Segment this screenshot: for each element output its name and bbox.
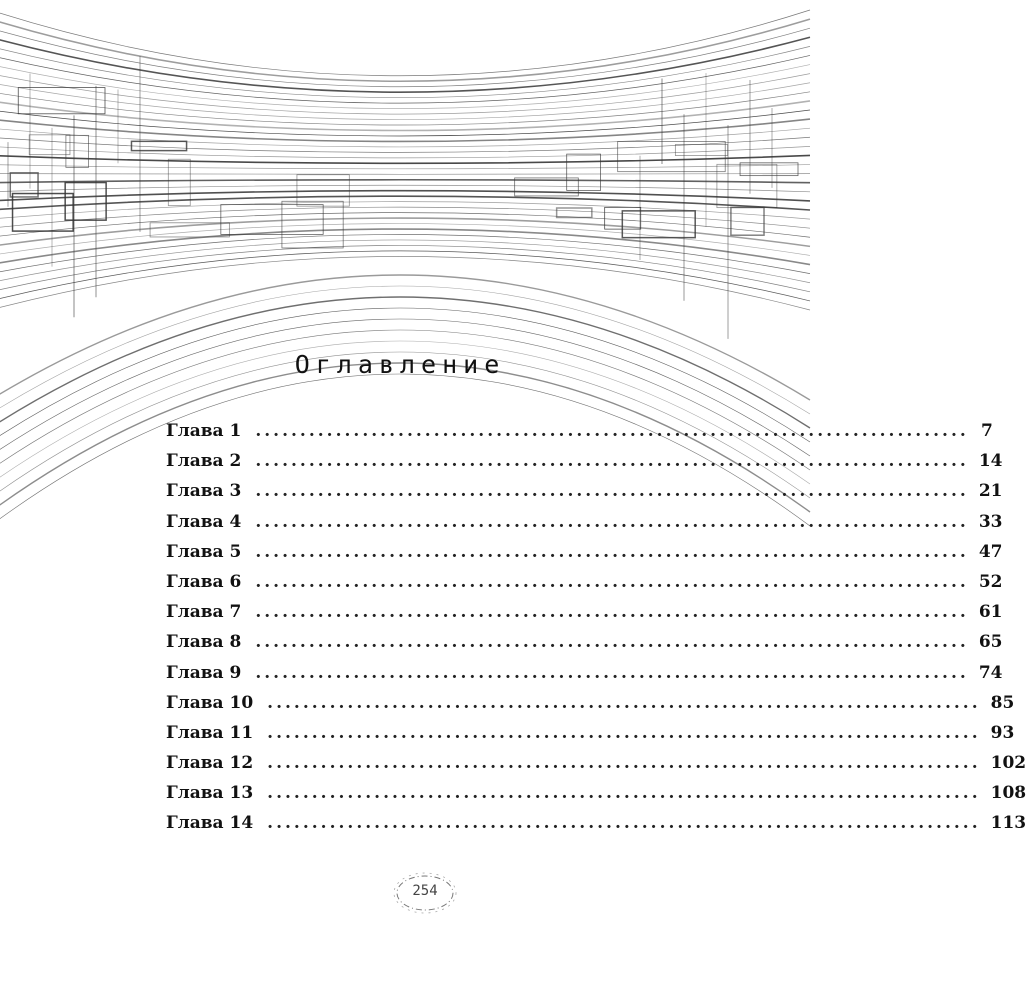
- dot-leader: ................................................................................: [255, 632, 969, 653]
- toc-entry-page: 52: [978, 571, 1003, 592]
- wireframe-line: [0, 155, 810, 163]
- wireframe-line: [0, 46, 810, 97]
- wireframe-block: [567, 154, 601, 190]
- dot-leader: ................................................................................: [267, 753, 981, 774]
- wireframe-line: [0, 256, 810, 310]
- wireframe-line: [0, 55, 810, 103]
- toc-entry-label: Глава 13: [166, 783, 254, 804]
- dot-leader: ................................................................................: [267, 692, 981, 713]
- toc-entry-label: Глава 8: [166, 632, 242, 653]
- wireframe-line: [0, 101, 810, 131]
- wireframe-line: [0, 218, 810, 246]
- page-number: 254: [412, 883, 438, 899]
- toc-entry-label: Глава 7: [166, 602, 242, 623]
- toc-entry-page: 108: [990, 783, 1026, 804]
- page-number-ornament: [390, 868, 460, 920]
- toc-entry-label: Глава 11: [166, 722, 254, 743]
- wireframe-line: [0, 196, 810, 210]
- toc-entry-page: 65: [978, 632, 1003, 653]
- toc-entry-label: Глава 6: [166, 571, 242, 592]
- toc-entry-page: 21: [978, 481, 1003, 502]
- dot-leader: ................................................................................: [267, 722, 981, 743]
- toc-entry-label: Глава 5: [166, 541, 242, 562]
- toc-entry-14[interactable]: [166, 813, 1026, 843]
- wireframe-line: [0, 234, 810, 273]
- toc-entry-page: 85: [990, 692, 1015, 713]
- toc-entry-label: Глава 10: [166, 692, 254, 713]
- toc-entry-label: Глава 3: [166, 481, 242, 502]
- wireframe-block: [168, 159, 190, 205]
- toc-entry-9[interactable]: [166, 662, 1003, 693]
- toc-entry-7[interactable]: [166, 602, 1003, 632]
- dot-leader: ................................................................................: [255, 571, 969, 592]
- toc-entry-11[interactable]: [166, 722, 1015, 753]
- toc-entry-8[interactable]: [166, 632, 1003, 662]
- toc-entry-label: Глава 9: [166, 662, 242, 683]
- wireframe-block: [557, 208, 592, 217]
- wireframe-line: [0, 251, 810, 301]
- toc-entry-5[interactable]: [166, 541, 1003, 572]
- dot-leader: ................................................................................: [255, 421, 969, 441]
- toc-entry-10[interactable]: [166, 692, 1015, 723]
- wireframe-line: [0, 174, 810, 175]
- toc-entry-label: Глава 1: [166, 421, 242, 441]
- dot-leader: ................................................................................: [255, 541, 969, 562]
- wireframe-line: [0, 213, 810, 238]
- wireframe-line: [0, 28, 810, 87]
- toc-entry-label: Глава 12: [166, 753, 254, 774]
- toc-entry-label: Глава 2: [166, 451, 242, 472]
- dot-leader: ................................................................................: [255, 662, 969, 683]
- toc-entry-page: 33: [978, 511, 1003, 532]
- dot-leader: ................................................................................: [255, 451, 969, 472]
- toc-entry-page: 61: [978, 602, 1003, 623]
- table-of-contents: [166, 421, 1026, 844]
- dot-leader: ................................................................................: [255, 602, 969, 623]
- toc-entry-page: 74: [978, 662, 1003, 683]
- toc-entry-13[interactable]: [166, 783, 1026, 813]
- toc-entry-label: Глава 4: [166, 511, 242, 532]
- toc-entry-label: Глава 14: [166, 813, 254, 834]
- toc-entry-4[interactable]: [166, 511, 1003, 542]
- toc-entry-page: 102: [990, 753, 1026, 774]
- wireframe-line: [0, 275, 810, 400]
- toc-entry-page: 113: [990, 813, 1026, 834]
- toc-entry-page: 7: [980, 421, 993, 441]
- wireframe-line: [0, 10, 810, 76]
- wireframe-line: [0, 165, 810, 169]
- toc-entry-2[interactable]: [166, 451, 1003, 481]
- dot-leader: ................................................................................: [255, 511, 969, 532]
- toc-entry-6[interactable]: [166, 571, 1003, 602]
- toc-entry-page: 14: [978, 451, 1003, 472]
- wireframe-block: [29, 135, 70, 155]
- wireframe-block: [717, 164, 777, 207]
- dot-leader: ................................................................................: [267, 783, 981, 804]
- toc-entry-12[interactable]: [166, 753, 1026, 783]
- toc-entry-1[interactable]: [166, 421, 993, 451]
- wireframe-block: [675, 145, 727, 156]
- toc-entry-page: 93: [990, 722, 1015, 743]
- toc-entry-page: 47: [978, 541, 1003, 562]
- toc-entry-3[interactable]: [166, 481, 1003, 511]
- dot-leader: ................................................................................: [267, 813, 981, 834]
- wireframe-block: [65, 183, 106, 221]
- page-title: Оглавление: [294, 350, 506, 379]
- wireframe-line: [0, 180, 810, 183]
- dot-leader: ................................................................................: [255, 481, 969, 502]
